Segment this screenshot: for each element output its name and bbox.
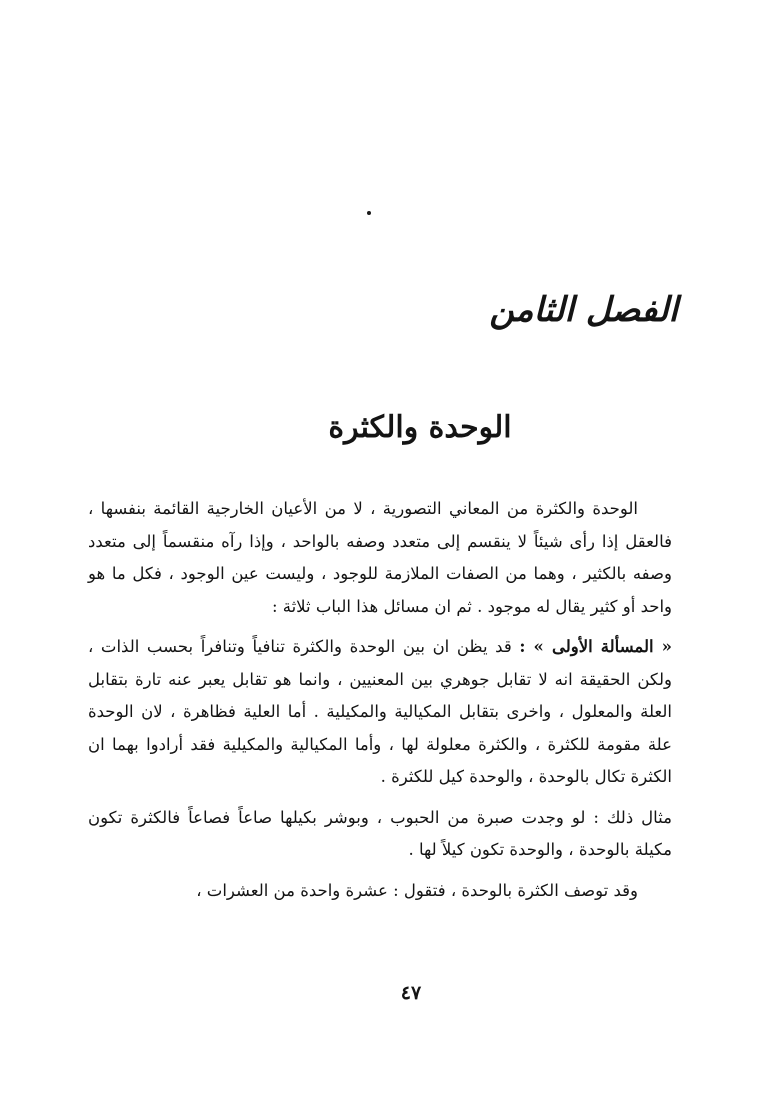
ink-dot-mark	[367, 211, 371, 215]
paragraph-example: مثال ذلك : لو وجدت صبرة من الحبوب ، وبوشر بكيلها صاعاً فصاعاً فالكثرة تكون مكيلة بالوحدة ، والوحدة تكون كيلاً لها .	[88, 807, 672, 859]
page-number: ٤٧	[400, 982, 422, 1004]
body-text	[88, 493, 672, 907]
chapter-title: الفصل الثامن	[489, 290, 678, 330]
section-title: الوحدة والكثرة	[328, 410, 512, 445]
first-issue-label: « المسألة الأولى » :	[519, 637, 672, 656]
paragraph-continuation: وقد توصف الكثرة بالوحدة ، فتقول : عشرة واحدة من العشرات ،	[196, 880, 638, 900]
paragraph-first-issue	[88, 631, 672, 794]
first-issue-text: قد يظن ان بين الوحدة والكثرة تنافياً وتنافراً بحسب الذات ، ولكن الحقيقة انه لا تقابل جوهري بين المعنيين ، وانما هو تقابل يعبر عنه تارة بتقابل العلة والمعلول ، واخرى بتقابل المكيالية والمكيلية . أما العلية فظاهرة ، لان الوحدة علة مقومة للكثرة ، والكثرة معلولة لها ، وأما المكيالية والمكيلية فقد أرادوا بهما ان الكثرة تكال بالوحدة ، والوحدة كيل للكثرة .	[88, 637, 672, 786]
paragraph-introduction: الوحدة والكثرة من المعاني التصورية ، لا من الأعيان الخارجية القائمة بنفسها ، فالعقل إذا رأى شيئاً لا ينقسم إلى متعدد وصفه بالواحد ، وإذا رآه منقسماً إلى متعدد وصفه بالكثير ، وهما من الصفات الملازمة للوجود ، وليست عين الوجود ، فكل ما هو واحد أو كثير يقال له موجود . ثم ان مسائل هذا الباب ثلاثة :	[88, 499, 672, 616]
